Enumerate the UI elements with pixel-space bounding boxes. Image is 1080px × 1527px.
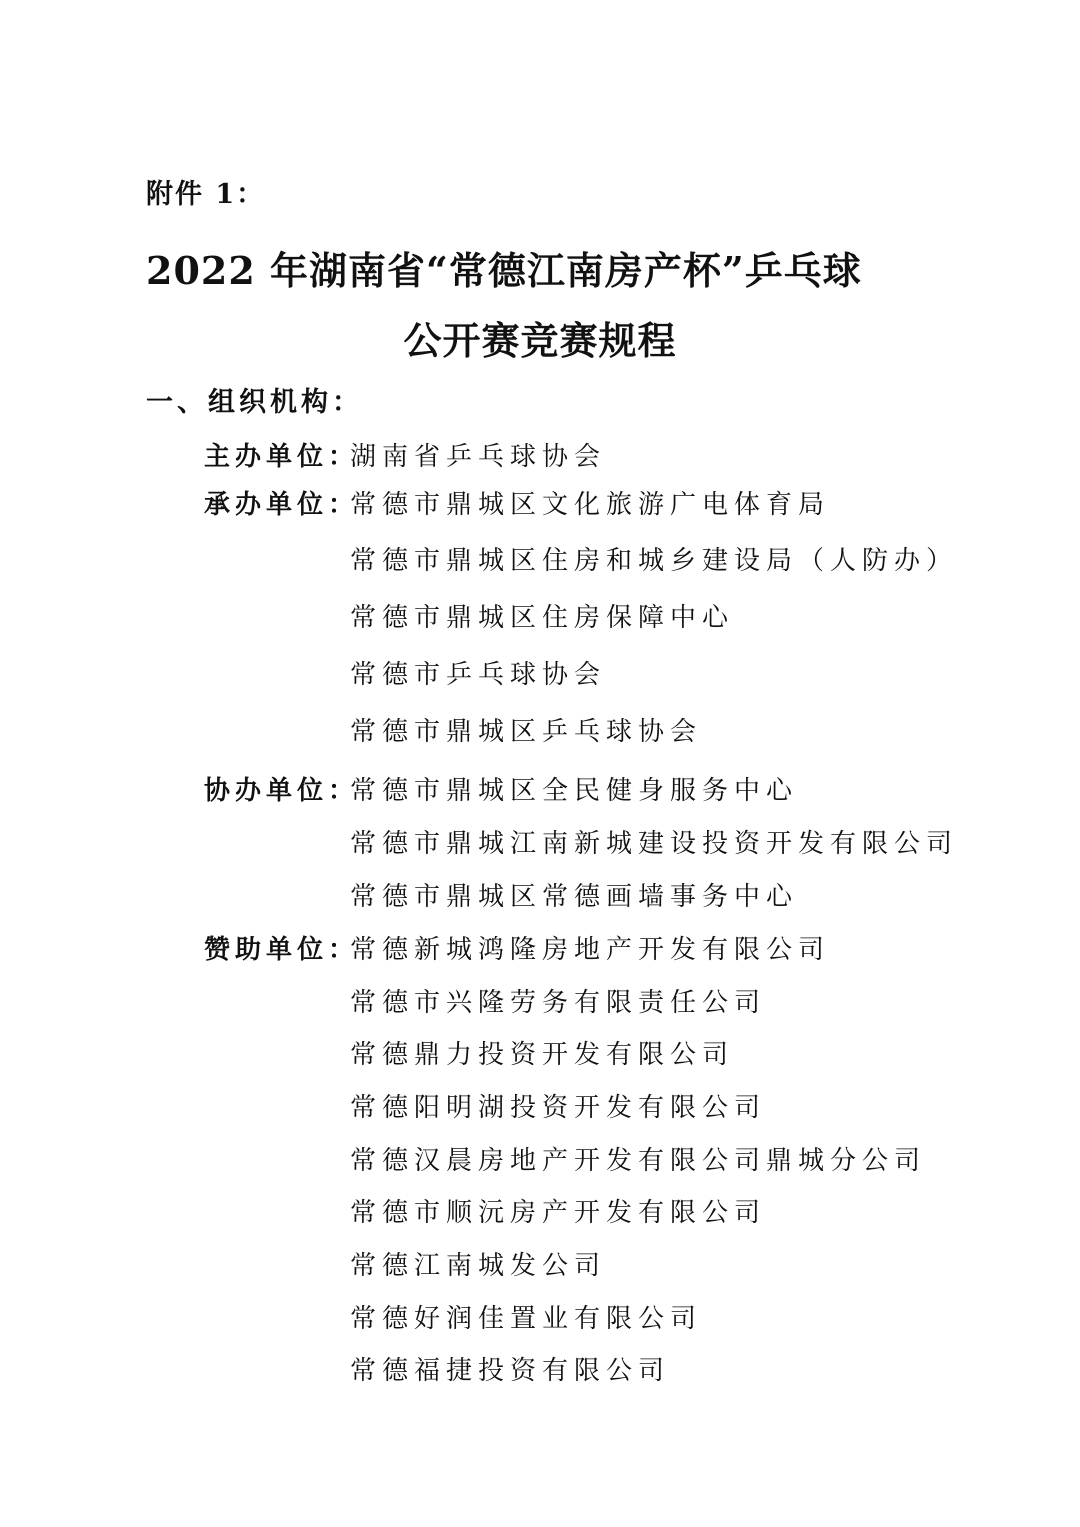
organizer-unit-name: 常德市鼎城区住房和城乡建设局（人防办） [350,546,959,576]
co-organizer-unit-name: 常德市鼎城区常德画墙事务中心 [350,882,799,912]
sponsor-unit-name: 常德福捷投资有限公司 [350,1356,671,1386]
organizer-unit-label: 承办单位： [204,490,360,520]
org-row [0,929,1080,969]
org-row [0,484,1080,524]
sponsor-unit-name: 常德市兴隆劳务有限责任公司 [350,988,767,1018]
org-row [0,1298,1080,1338]
org-row [0,770,1080,810]
organizer-unit-name: 常德市鼎城区住房保障中心 [350,603,735,633]
organizer-unit-name: 常德市鼎城区文化旅游广电体育局 [350,490,831,520]
sponsor-unit-label: 赞助单位： [204,935,360,965]
org-row [0,597,1080,637]
page-title-line1: 2022 年湖南省“常德江南房产杯”乒乓球 [146,248,862,293]
sponsor-unit-name: 常德好润佳置业有限公司 [350,1304,703,1334]
org-row [0,876,1080,916]
org-row [0,540,1080,580]
sponsor-unit-name: 常德汉晨房地产开发有限公司鼎城分公司 [350,1146,927,1176]
sponsor-unit-name: 常德新城鸿隆房地产开发有限公司 [350,935,831,965]
sponsor-unit-name: 常德阳明湖投资开发有限公司 [350,1093,767,1123]
org-row [0,654,1080,694]
page-title-line2: 公开赛竞赛规程 [403,318,677,363]
co-organizer-unit-label: 协办单位： [204,776,360,806]
attachment-label: 附件 1： [146,179,266,210]
org-row [0,982,1080,1022]
co-organizer-unit-name: 常德市鼎城区全民健身服务中心 [350,776,799,806]
org-row [0,1140,1080,1180]
org-row [0,1034,1080,1074]
sponsor-unit-name: 常德江南城发公司 [350,1251,607,1281]
host-unit-name: 湖南省乒乓球协会 [350,442,607,472]
org-row [0,823,1080,863]
sponsor-unit-name: 常德市顺沅房产开发有限公司 [350,1198,767,1228]
org-row [0,1350,1080,1390]
org-row [0,1087,1080,1127]
organizer-unit-name: 常德市鼎城区乒乓球协会 [350,717,703,747]
host-unit-label: 主办单位： [204,442,360,472]
org-row [0,1245,1080,1285]
sponsor-unit-name: 常德鼎力投资开发有限公司 [350,1040,735,1070]
organizer-unit-name: 常德市乒乓球协会 [350,660,607,690]
co-organizer-unit-name: 常德市鼎城江南新城建设投资开发有限公司 [350,829,959,859]
org-row [0,711,1080,751]
section-heading-organization: 一、组织机构： [146,387,363,418]
org-row [0,1192,1080,1232]
org-row [0,436,1080,476]
